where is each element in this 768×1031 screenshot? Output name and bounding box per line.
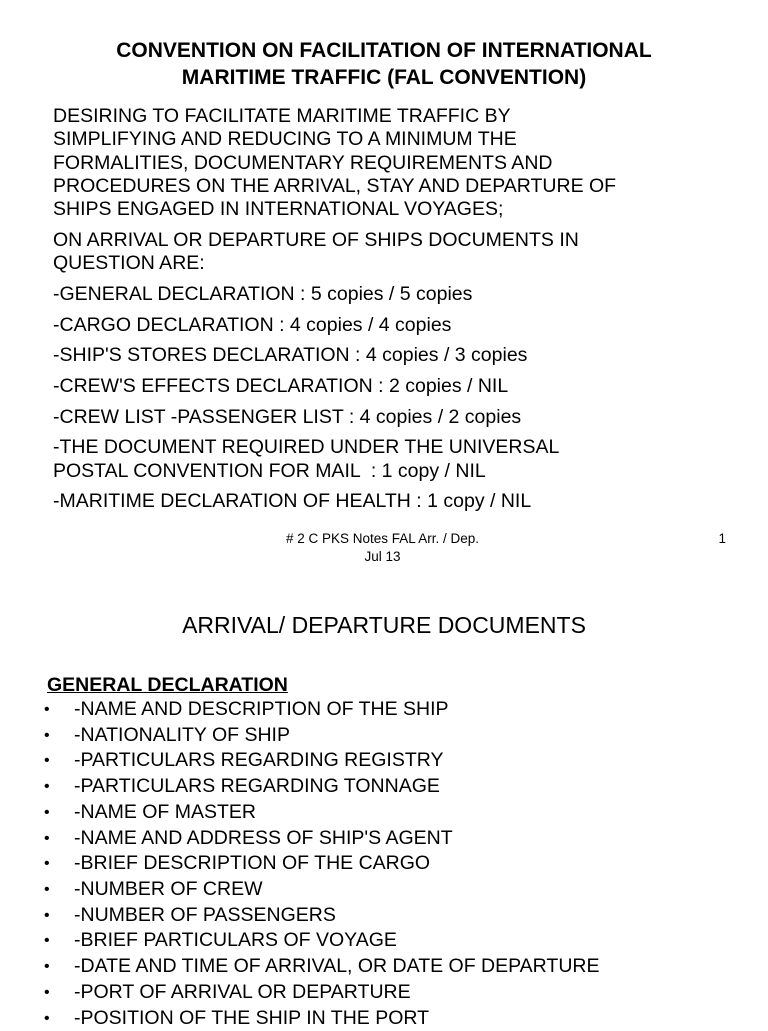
list-item-text: -NAME AND ADDRESS OF SHIP'S AGENT: [74, 826, 453, 849]
bullet-icon: •: [44, 752, 50, 770]
document-requirement: -SHIP'S STORES DECLARATION : 4 copies / 3 copies: [53, 344, 528, 367]
list-item: [0, 774, 768, 800]
bullet-icon: •: [44, 829, 50, 847]
bullet-icon: •: [44, 932, 50, 950]
bullet-icon: •: [44, 701, 50, 718]
document-requirement: -MARITIME DECLARATION OF HEALTH : 1 copy / NIL: [53, 490, 532, 513]
list-item: [0, 954, 768, 980]
list-item-text: -BRIEF PARTICULARS OF VOYAGE: [74, 929, 397, 952]
bullet-icon: •: [44, 983, 50, 1001]
footer-line: Jul 13: [364, 549, 401, 564]
list-item: [0, 723, 768, 749]
list-item: [0, 697, 768, 723]
list-item-text: -DATE AND TIME OF ARRIVAL, OR DATE OF DEPARTURE: [74, 955, 600, 978]
document-requirement: -CARGO DECLARATION : 4 copies / 4 copies: [53, 313, 452, 336]
title-line: CONVENTION ON FACILITATION OF INTERNATIONAL: [116, 39, 652, 62]
bullet-icon: •: [44, 1009, 50, 1027]
slide-title: ARRIVAL/ DEPARTURE DOCUMENTS: [182, 612, 586, 638]
list-item-text: -NAME OF MASTER: [74, 800, 257, 823]
list-item: [0, 851, 768, 877]
list-item-text: -BRIEF DESCRIPTION OF THE CARGO: [74, 852, 431, 875]
general-declaration-list: [0, 697, 768, 1031]
bullet-icon: •: [44, 906, 50, 924]
list-item: [0, 1006, 768, 1031]
list-item: [0, 800, 768, 826]
list-item-text: -NAME AND DESCRIPTION OF THE SHIP: [74, 698, 449, 720]
list-item: [0, 748, 768, 774]
list-item: [0, 980, 768, 1006]
list-item: [0, 826, 768, 852]
bullet-icon: •: [44, 881, 50, 899]
document-requirement: -THE DOCUMENT REQUIRED UNDER THE UNIVERSAL POSTAL CONVENTION FOR MAIL : 1 copy / NIL: [53, 436, 560, 482]
list-item-text: -PORT OF ARRIVAL OR DEPARTURE: [74, 980, 411, 1003]
slide-arrival-departure-documents: [0, 580, 768, 1029]
list-item-text: -NUMBER OF CREW: [74, 878, 263, 901]
list-item-text: -POSITION OF THE SHIP IN THE PORT: [74, 1006, 430, 1029]
document-requirement: -CREW LIST -PASSENGER LIST : 4 copies / 2 copies: [53, 405, 522, 428]
bullet-icon: •: [44, 803, 50, 821]
bullet-icon: •: [44, 855, 50, 873]
document-requirement: -CREW'S EFFECTS DECLARATION : 2 copies / NIL: [53, 374, 509, 397]
section-heading: GENERAL DECLARATION: [47, 674, 288, 696]
document-requirement: -GENERAL DECLARATION : 5 copies / 5 copies: [53, 282, 473, 305]
list-item-text: -PARTICULARS REGARDING REGISTRY: [74, 749, 444, 772]
bullet-icon: •: [44, 778, 50, 796]
list-item-text: -PARTICULARS REGARDING TONNAGE: [74, 775, 440, 798]
list-item: [0, 877, 768, 903]
page-number: 1: [718, 531, 726, 546]
list-item: [0, 928, 768, 954]
slide-footer: [250, 530, 515, 566]
list-item-text: -NUMBER OF PASSENGERS: [74, 903, 336, 926]
title-line: MARITIME TRAFFIC (FAL CONVENTION): [181, 66, 587, 89]
document-list: [53, 105, 743, 521]
intro-paragraph: ON ARRIVAL OR DEPARTURE OF SHIPS DOCUMENTS IN QUESTION ARE:: [53, 228, 579, 275]
slide-title: [40, 37, 728, 91]
bullet-icon: •: [44, 726, 50, 744]
list-item: [0, 903, 768, 929]
footer-line: # 2 C PKS Notes FAL Arr. / Dep.: [285, 531, 480, 546]
intro-paragraph: DESIRING TO FACILITATE MARITIME TRAFFIC BY SIMPLIFYING AND REDUCING TO A MINIMUM THE FORMALITIES, DOCUMENTARY REQUIREMENTS AND PROCEDURES ON THE ARRIVAL, STAY AND DEPARTURE OF SHIPS ENGAGED IN INTERNATIONAL VOYAGES;: [53, 105, 617, 221]
list-item-text: -NATIONALITY OF SHIP: [74, 723, 290, 746]
bullet-icon: •: [44, 958, 50, 976]
